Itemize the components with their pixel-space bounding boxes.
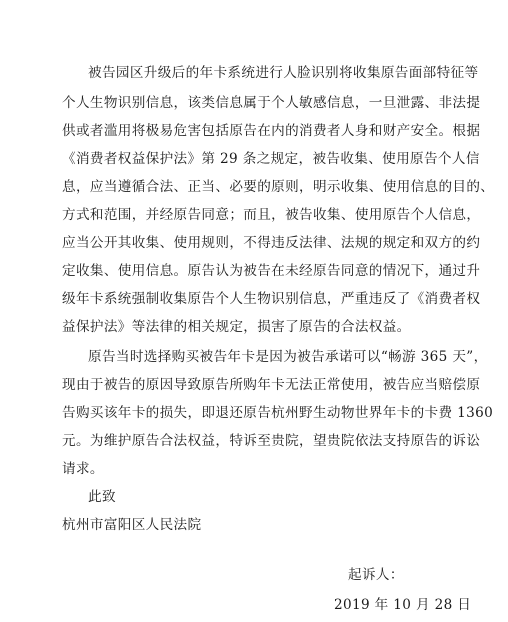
signer-label: 起诉人： [348, 567, 404, 583]
paragraph-1-line-1: 被告园区升级后的年卡系统进行人脸识别将收集原告面部特征等 [88, 65, 479, 81]
paragraph-2-line-5: 请求。 [62, 461, 104, 477]
paragraph-1-line-4: 《消费者权益保护法》第 29 条之规定，被告收集、使用原告个人信 [62, 151, 480, 167]
document-date: 2019 年 10 月 28 日 [334, 597, 472, 613]
paragraph-1-line-8: 定收集、使用信息。原告认为被告在未经原告同意的情况下，通过升 [62, 263, 481, 279]
paragraph-2-line-3: 告购买该年卡的损失，即退还原告杭州野生动物世界年卡的卡费 1360 [62, 405, 494, 421]
paragraph-1-line-9: 级年卡系统强制收集原告个人生物识别信息，严重违反了《消费者权 [62, 291, 481, 307]
closing-salutation: 此致 [88, 489, 116, 505]
paragraph-1-line-3: 供或者滥用将极易危害包括原告在内的消费者人身和财产安全。根据 [62, 123, 481, 139]
paragraph-2-line-1: 原告当时选择购买被告年卡是因为被告承诺可以“畅游 365 天”， [88, 349, 488, 365]
paragraph-1-line-7: 应当公开其收集、使用规则，不得违反法律、法规的规定和双方的约 [62, 235, 481, 251]
paragraph-2-line-4: 元。为维护原告合法权益，特诉至贵院，望贵院依法支持原告的诉讼 [62, 433, 481, 449]
paragraph-2-line-2: 现由于被告的原因导致原告所购年卡无法正常使用，被告应当赔偿原 [62, 377, 481, 393]
paragraph-1-line-10: 益保护法》等法律的相关规定，损害了原告的合法权益。 [62, 319, 411, 335]
paragraph-1-line-2: 个人生物识别信息，该类信息属于个人敏感信息，一旦泄露、非法提 [62, 95, 481, 111]
paragraph-1-line-6: 方式和范围，并经原告同意；而且，被告收集、使用原告个人信息， [62, 207, 481, 223]
court-name: 杭州市富阳区人民法院 [62, 517, 202, 533]
paragraph-1-line-5: 息，应当遵循合法、正当、必要的原则，明示收集、使用信息的目的、 [62, 179, 495, 195]
